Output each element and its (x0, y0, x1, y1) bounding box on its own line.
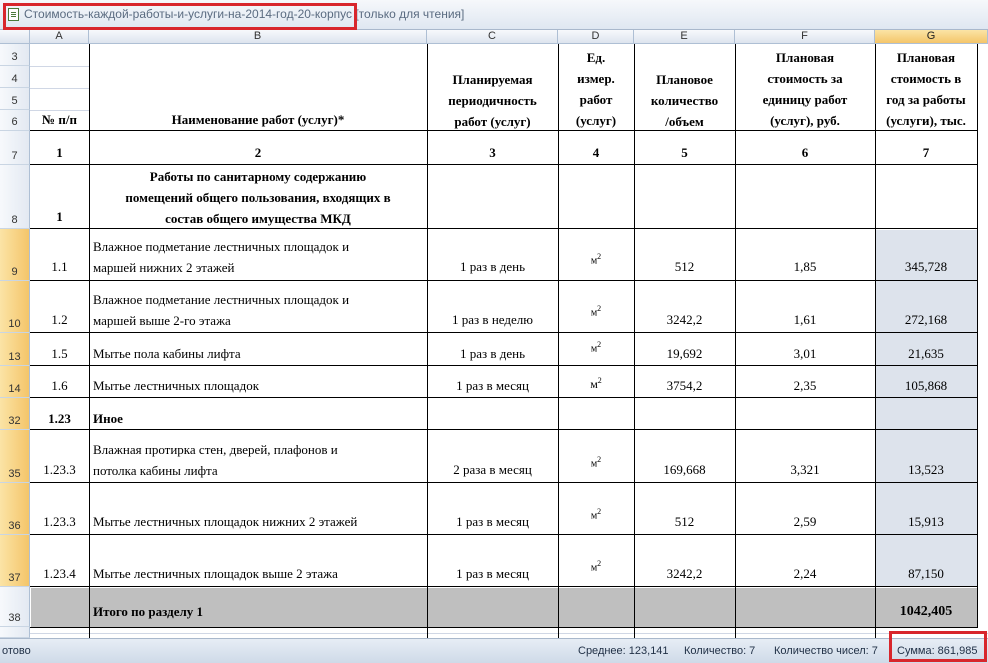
status-count: Количество: 7 (684, 645, 756, 657)
cell-unit: $м^2$ (590, 376, 602, 391)
col-header-a[interactable]: A (30, 30, 89, 44)
cell-period: 1 раз в месяц (456, 378, 529, 393)
cell-unit: $м^2$ (590, 340, 602, 355)
cell-yearcost[interactable]: 272,168 (904, 312, 948, 327)
col-header-g[interactable]: G (875, 30, 988, 44)
col-header-c[interactable]: C (427, 30, 558, 44)
cell-yearcost[interactable]: 15,913 (908, 514, 944, 529)
cell-yearcost[interactable]: 21,635 (908, 346, 944, 361)
colnum-4: 4 (592, 145, 600, 160)
row-header[interactable]: 13 (0, 333, 30, 366)
row-header[interactable]: 4 (0, 66, 30, 88)
col-header-e[interactable]: E (634, 30, 735, 44)
row-header[interactable]: 3 (0, 44, 30, 66)
cell-no: 1.23.3 (43, 514, 76, 529)
cell-unitcost: 2,24 (793, 566, 817, 581)
cell-period: 1 раз в день (459, 346, 526, 361)
colnum-5: 5 (681, 145, 688, 160)
colnum-3: 3 (489, 145, 496, 160)
header-unitcost: Плановая стоимость за единицу работ (услуг), руб. (762, 50, 848, 128)
cell-period: 1 раз в месяц (456, 566, 529, 581)
cell-unitcost: 3,01 (793, 346, 817, 361)
row-header[interactable]: 10 (0, 281, 30, 333)
cell-no: 1.23 (48, 411, 71, 426)
header-yearcost: Плановая стоимость в год за работы (услуги), тыс. (886, 50, 966, 128)
cell-unitcost: 3,321 (790, 462, 820, 477)
status-ready: отово (2, 645, 31, 657)
cell-name: Мытье пола кабины лифта (93, 346, 241, 361)
cell-no: 1.23.4 (43, 566, 76, 581)
cell-period: 1 раз в день (459, 259, 526, 274)
cell-name: Мытье лестничных площадок нижних 2 этажей (93, 514, 358, 529)
row-header[interactable]: 14 (0, 366, 30, 398)
cell-period: 2 раза в месяц (453, 462, 532, 477)
section-no: 1 (56, 209, 63, 224)
row-header[interactable]: 36 (0, 483, 30, 535)
row-header[interactable]: 9 (0, 229, 30, 281)
title-highlight-box (3, 3, 357, 30)
row-header[interactable]: 32 (0, 398, 30, 430)
cell-yearcost[interactable]: 105,868 (904, 378, 948, 393)
cell-period: 1 раз в месяц (456, 514, 529, 529)
cell-name: Иное (93, 411, 123, 426)
cell-qty: 512 (674, 259, 695, 274)
cell-yearcost[interactable]: 13,523 (908, 462, 944, 477)
cell-unit: $м^2$ (590, 252, 602, 267)
cell-unitcost: 2,35 (793, 378, 817, 393)
cell-no: 1.6 (51, 378, 68, 393)
cell-yearcost[interactable]: 345,728 (904, 259, 948, 274)
colnum-1: 1 (56, 145, 63, 160)
total-label: Итого по разделу 1 (93, 604, 204, 619)
status-bar (0, 638, 988, 663)
header-unit: Ед. измер. работ (услуг) (575, 50, 617, 128)
sum-highlight-box (889, 631, 987, 662)
cell-unit: $м^2$ (590, 304, 602, 319)
col-header-b[interactable]: B (89, 30, 427, 44)
colnum-2: 2 (254, 145, 262, 160)
row-header[interactable]: 38 (0, 587, 30, 627)
cell-period: 1 раз в неделю (452, 312, 533, 327)
colnum-7: 7 (922, 145, 930, 160)
cell-unitcost: 1,61 (793, 312, 817, 327)
cell-unitcost: 1,85 (793, 259, 817, 274)
cell-unit: $м^2$ (590, 507, 602, 522)
cell-qty: 3242,2 (666, 312, 703, 327)
cell-no: 1.5 (51, 346, 68, 361)
cell-name: Мытье лестничных площадок (93, 378, 260, 393)
cell-no: 1.23.3 (43, 462, 76, 477)
cell-unit: $м^2$ (590, 455, 602, 470)
section-title: Работы по санитарному содержанию помещений общего пользования, входящих в состав общего имущества МКД (125, 169, 391, 226)
col-header-f[interactable]: F (735, 30, 875, 44)
cell-name: Влажное подметание лестничных площадок и маршей нижних 2 этажей (93, 239, 350, 275)
window-title: Стоимость-каждой-работы-и-услуги-на-2014-год-20-корпус [только для чтения] (24, 7, 465, 21)
row-header[interactable]: 35 (0, 430, 30, 483)
header-no: № п/п (42, 112, 77, 127)
cell-name: Мытье лестничных площадок выше 2 этажа (93, 566, 338, 581)
cell-no: 1.2 (51, 312, 68, 327)
header-name: Наименование работ (услуг)* (171, 112, 345, 127)
status-sum: Сумма: 861,985 (897, 645, 978, 657)
status-average: Среднее: 123,141 (578, 645, 669, 657)
header-qty: Плановое количество /объем (650, 72, 719, 129)
cell-yearcost[interactable]: 87,150 (908, 566, 944, 581)
cell-qty: 19,692 (666, 346, 703, 361)
cell-name: Влажная протирка стен, дверей, плафонов и потолка кабины лифта (93, 442, 338, 478)
cell-no: 1.1 (51, 259, 68, 274)
select-all-corner[interactable] (0, 30, 30, 44)
cell-qty: 3754,2 (666, 378, 703, 393)
cell-qty: 3242,2 (666, 566, 703, 581)
colnum-6: 6 (801, 145, 809, 160)
col-header-d[interactable]: D (558, 30, 634, 44)
cell-name: Влажное подметание лестничных площадок и маршей выше 2-го этажа (93, 292, 350, 328)
header-period: Планируемая периодичность работ (услуг) (448, 72, 537, 129)
row-header[interactable] (0, 627, 30, 638)
total-value: 1042,405 (899, 604, 953, 619)
row-header[interactable]: 6 (0, 110, 30, 131)
cell-unit: $м^2$ (590, 559, 602, 574)
row-header[interactable]: 7 (0, 131, 30, 165)
row-header[interactable]: 8 (0, 165, 30, 229)
row-header[interactable]: 5 (0, 88, 30, 110)
cell-unitcost: 2,59 (793, 514, 817, 529)
cell-qty: 512 (674, 514, 695, 529)
cell-qty: 169,668 (663, 462, 706, 477)
row-header[interactable]: 37 (0, 535, 30, 587)
status-numcount: Количество чисел: 7 (774, 645, 878, 657)
